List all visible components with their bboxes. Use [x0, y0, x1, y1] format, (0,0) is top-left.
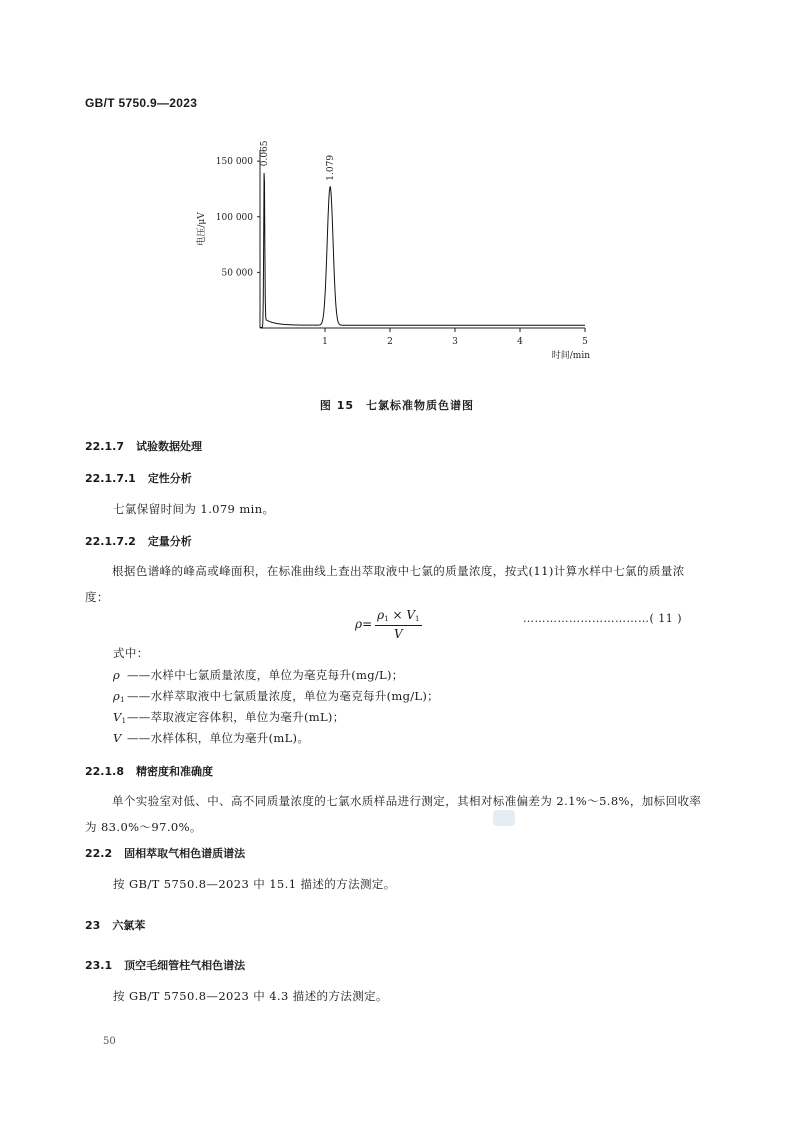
definition-text: ——萃取液定容体积，单位为毫升(mL)； [127, 710, 345, 724]
x-tick-label: 5 [582, 337, 588, 347]
definition-symbol: V [113, 731, 122, 745]
peak-label: 0.065 [260, 140, 271, 167]
definition-v1 [113, 709, 345, 725]
x-tick-label: 3 [452, 337, 458, 347]
section-title: 定量分析 [147, 535, 192, 548]
x-axis-label: 时间/min [551, 351, 590, 361]
watermark-logo [493, 810, 515, 826]
chromatogram-chart [190, 140, 610, 380]
y-tick-label: 100 000 [215, 212, 253, 223]
formula-11 [355, 608, 422, 641]
qualitative-analysis-text: 七氯保留时间为 1.079 min。 [113, 502, 275, 516]
section-number: 23 [85, 919, 101, 932]
formula-fraction [375, 608, 421, 641]
definition-text: ——水样中七氯质量浓度，单位为毫克每升(mg/L)； [127, 668, 404, 682]
formula-denominator: V [393, 627, 403, 641]
formula-equals: = [362, 617, 373, 631]
definition-text: ——水样萃取液中七氯质量浓度，单位为毫克每升(mg/L)； [127, 689, 439, 703]
section-22-2-heading [85, 845, 245, 861]
page-number: 50 [103, 1036, 116, 1047]
definition-v [113, 730, 309, 746]
section-22-1-7-2-heading [85, 533, 192, 549]
section-23-heading [85, 917, 145, 933]
section-22-1-7-1-heading [85, 470, 192, 486]
quantitative-analysis-text: 根据色谱峰的峰高或峰面积，在标准曲线上查出萃取液中七氯的质量浓度，按式(11)计算水样中七氯的质量浓度： [85, 564, 685, 604]
section-title: 顶空毛细管柱气相色谱法 [124, 959, 246, 972]
x-tick-label: 2 [387, 337, 393, 347]
section-title: 固相萃取气相色谱质谱法 [124, 847, 246, 860]
x-tick-label: 1 [322, 337, 328, 347]
y-tick-label: 50 000 [221, 268, 253, 279]
section-22-1-7-heading [85, 438, 202, 454]
section-title: 试验数据处理 [135, 440, 202, 453]
section-title: 定性分析 [147, 472, 192, 485]
section-title: 六氯苯 [112, 919, 146, 932]
section-number: 22.1.7.2 [85, 535, 136, 548]
section-number: 22.1.8 [85, 765, 124, 778]
equation-number: ……………………………( 11 ) [523, 612, 683, 625]
section-number: 22.1.7 [85, 440, 124, 453]
peak-label: 1.079 [326, 154, 337, 181]
definition-symbol: ρ [113, 668, 121, 682]
figure-caption: 图 15 七氯标准物质色谱图 [319, 399, 475, 412]
formula-numerator: $\rho_1 \times V_1$ [375, 608, 421, 626]
section-22-1-8-heading [85, 763, 213, 779]
section-number: 22.2 [85, 847, 113, 860]
definition-symbol: $V_1$ [113, 710, 127, 725]
section-number: 23.1 [85, 959, 113, 972]
formula-lhs: ρ [355, 617, 363, 631]
section-number: 22.1.7.1 [85, 472, 136, 485]
where-label: 式中： [113, 646, 149, 660]
headspace-gc-text: 按 GB/T 5750.8—2023 中 4.3 描述的方法测定。 [113, 989, 388, 1003]
section-title: 精密度和准确度 [135, 765, 213, 778]
y-axis-label: 电压/μV [197, 212, 207, 246]
definition-symbol: $\rho_1$ [113, 689, 125, 704]
standard-number-header: GB/T 5750.9—2023 [85, 96, 198, 110]
definition-rho [113, 667, 404, 683]
chromatogram-trace [260, 173, 585, 327]
definition-rho1 [113, 688, 439, 704]
y-tick-label: 150 000 [215, 157, 253, 168]
definition-text: ——水样体积，单位为毫升(mL)。 [127, 731, 310, 745]
x-tick-label: 4 [517, 337, 523, 347]
precision-accuracy-text: 单个实验室对低、中、高不同质量浓度的七氯水质样品进行测定，其相对标准偏差为 2.1%～5.8%，加标回收率为 83.0%～97.0%。 [85, 794, 702, 834]
section-23-1-heading [85, 957, 245, 973]
spe-gcms-text: 按 GB/T 5750.8—2023 中 15.1 描述的方法测定。 [113, 877, 396, 891]
